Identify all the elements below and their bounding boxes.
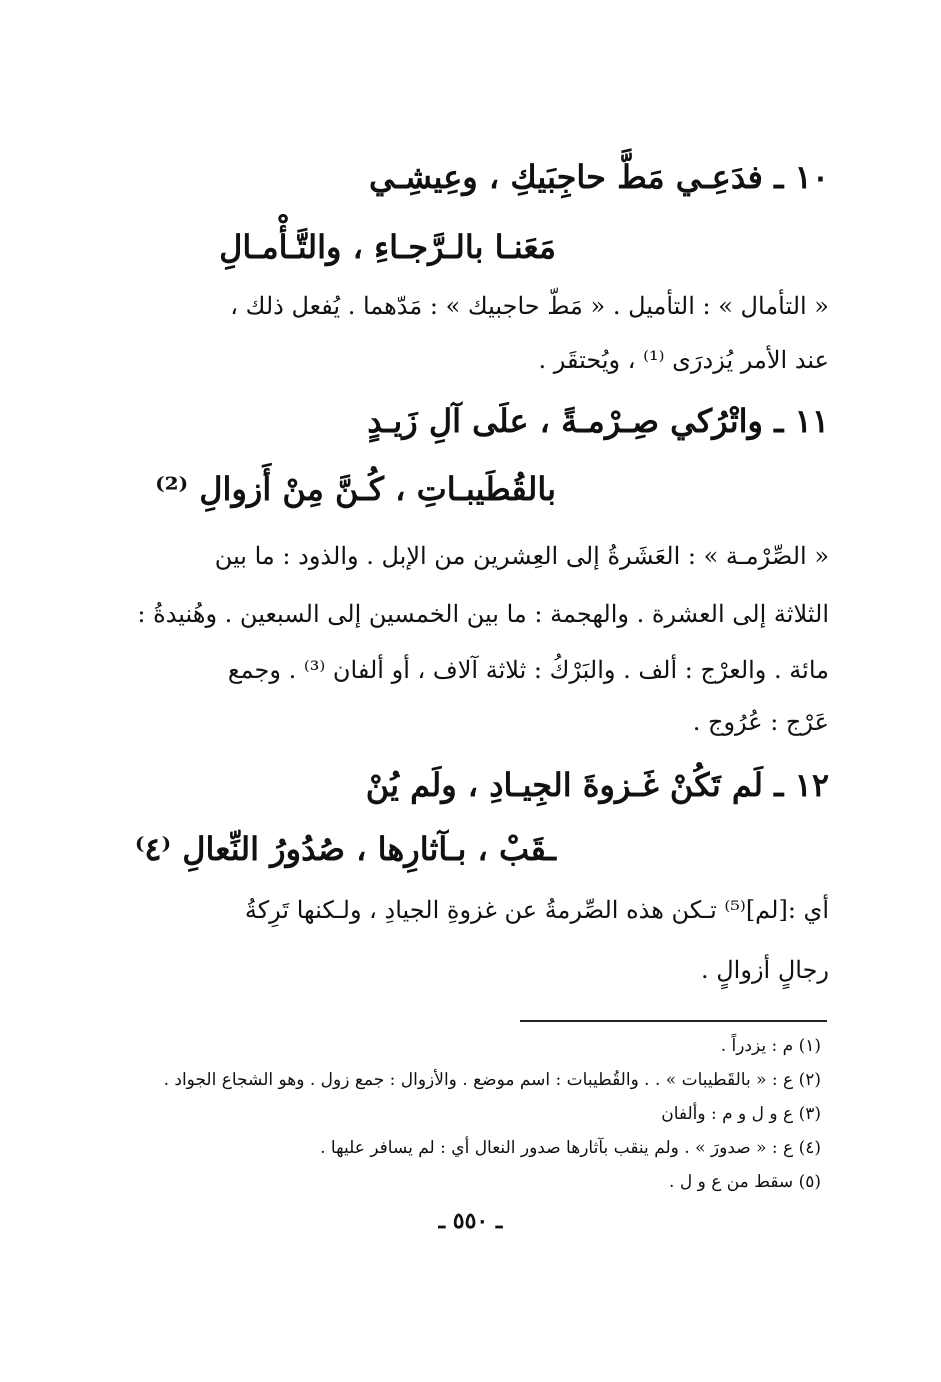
gloss-line: أي :[لم]⁽⁵⁾ تـكن هذه الصِّرمةُ عن غزوةِ الجيادِ ، ولـكنها تَرِكةُ	[244, 896, 829, 924]
footnote-2: (٢) ع : « بالقَطيبات » . . والقُطيبات : اسم موضع . والأزوال : جمع زول . وهو الشجاع الجواد .	[163, 1070, 821, 1090]
gloss-line: الثلاثة إلى العشرة . والهجمة : ما بين الخمسين إلى السبعين . وهُنيدةُ :	[137, 600, 829, 628]
footnote-5: (٥) سقط من ع و ل .	[669, 1172, 821, 1192]
gloss-line: عَرْج : عُرُوج .	[692, 708, 829, 736]
footnote-3: (٣) ع و ل و م : وألفان	[661, 1104, 821, 1124]
footnote-separator	[520, 1020, 827, 1022]
gloss-line: عند الأمر يُزدرَى ⁽¹⁾ ، ويُحتقَر .	[538, 346, 829, 374]
verse-12-second-hemistich: ـقَبْ ، بـآثارِها ، صُدُورُ النِّعالِ ⁽٤⁾	[134, 830, 556, 868]
footnote-1: (١) م : يزدراً .	[720, 1036, 821, 1056]
verse-10-second-hemistich: مَعَنـا بالـرَّجـاءِ ، والتَّـأْمـالِ	[219, 228, 556, 266]
gloss-line: رجالٍ أزوالٍ .	[700, 956, 829, 984]
verse-10-first-hemistich: ١٠ ـ فدَعِـي مَطَّ حاجِبَيكِ ، وعِيشِـي	[368, 158, 829, 196]
gloss-line: « التأمال » : التأميل . « مَطّ حاجبيك » : مَدّهما . يُفعل ذلك ،	[230, 292, 829, 320]
page-number: ـ ٥٥٠ ـ	[438, 1208, 503, 1234]
gloss-line: مائة . والعرْج : ألف . والبَرْكُ : ثلاثة آلاف ، أو ألفان ⁽³⁾ . وجمع	[227, 656, 829, 684]
verse-11-first-hemistich: ١١ ـ واتْرُكي صِـرْمـةً ، علَى آلِ زَيـدٍ	[367, 402, 829, 440]
verse-11-second-hemistich: بالقُطَيبـاتِ ، كُـنَّ مِنْ أَزوالِ ⁽²⁾	[155, 470, 556, 508]
gloss-line: « الصِّرْمـة » : العَشَرةُ إلى العِشرين من الإبل . والذود : ما بين	[214, 542, 829, 570]
footnote-4: (٤) ع : « صدورَ » . ولم ينقب بآثارها صدور النعال أي : لم يسافر عليها .	[320, 1138, 821, 1158]
verse-12-first-hemistich: ١٢ ـ لَم تَكُنْ غَـزوةَ الجِيـادِ ، ولَم يُنْ	[365, 766, 829, 804]
